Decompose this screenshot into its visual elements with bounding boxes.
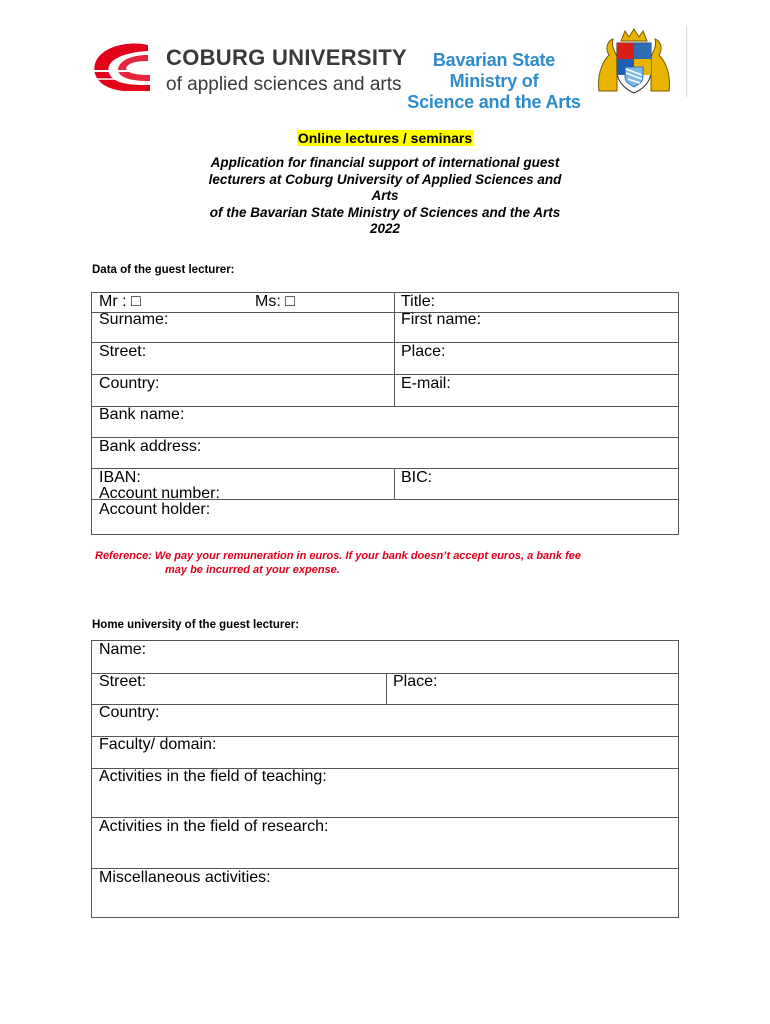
coburg-logo-mark-icon <box>90 41 152 93</box>
place-field[interactable]: Place: <box>401 343 446 360</box>
university-country-field[interactable]: Country: <box>99 704 160 721</box>
bank-address-field[interactable]: Bank address: <box>99 438 202 455</box>
first-name-field[interactable]: First name: <box>401 311 482 328</box>
application-title-line-2: lecturers at Coburg University of Applied Sciences and <box>208 171 562 187</box>
ministry-line-2: Science and the Arts <box>407 92 581 112</box>
iban-field[interactable]: IBAN: <box>99 469 141 486</box>
highlighted-title <box>0 130 770 148</box>
account-holder-field[interactable]: Account holder: <box>99 501 211 518</box>
application-title-line-3: Arts <box>371 188 399 203</box>
teaching-activities-field[interactable]: Activities in the field of teaching: <box>99 768 327 785</box>
header-divider <box>686 25 687 97</box>
divider <box>92 704 678 705</box>
university-name-field[interactable]: Name: <box>99 641 147 658</box>
bank-name-field[interactable]: Bank name: <box>99 406 185 423</box>
home-section-label: Home university of the guest lecturer: <box>92 619 300 631</box>
guest-data-table <box>91 292 679 535</box>
university-subtitle: of applied sciences and arts <box>166 74 402 95</box>
reference-note-line-1: Reference: We pay your remuneration in euros. If your bank doesn’t accept euros, a bank fee <box>95 550 581 562</box>
divider <box>92 468 678 469</box>
application-title-line-5: 2022 <box>369 221 401 236</box>
country-field[interactable]: Country: <box>99 375 160 392</box>
divider <box>92 673 678 674</box>
faculty-field[interactable]: Faculty/ domain: <box>99 736 217 753</box>
ministry-name <box>404 50 584 113</box>
application-title-line-4: of the Bavarian State Ministry of Sciences and the Arts <box>209 204 561 220</box>
university-place-field[interactable]: Place: <box>393 673 438 690</box>
reference-note <box>95 549 695 577</box>
misc-activities-field[interactable]: Miscellaneous activities: <box>99 869 271 886</box>
email-field[interactable]: E-mail: <box>401 375 451 392</box>
home-university-table <box>91 640 679 918</box>
ministry-line-1: Bavarian State Ministry of <box>432 50 556 91</box>
divider <box>92 342 678 343</box>
reference-note-line-2: may be incurred at your expense. <box>165 564 340 576</box>
guest-section-label: Data of the guest lecturer: <box>92 264 235 276</box>
ms-checkbox-field[interactable]: Ms: □ <box>255 293 295 310</box>
university-street-field[interactable]: Street: <box>99 673 147 690</box>
application-title <box>165 155 605 238</box>
application-title-line-1: Application for financial support of international guest <box>210 155 560 170</box>
divider <box>92 312 678 313</box>
street-field[interactable]: Street: <box>99 343 147 360</box>
surname-field[interactable]: Surname: <box>99 311 169 328</box>
mr-checkbox-field[interactable]: Mr : □ <box>99 293 141 310</box>
bavarian-crest-icon <box>595 27 673 97</box>
title-field[interactable]: Title: <box>401 293 436 310</box>
account-number-field[interactable]: Account number: <box>99 485 220 502</box>
university-name: COBURG UNIVERSITY <box>166 45 408 70</box>
highlighted-title-text: Online lectures / seminars <box>297 130 473 146</box>
divider <box>92 374 678 375</box>
bic-field[interactable]: BIC: <box>401 469 433 486</box>
research-activities-field[interactable]: Activities in the field of research: <box>99 818 329 835</box>
